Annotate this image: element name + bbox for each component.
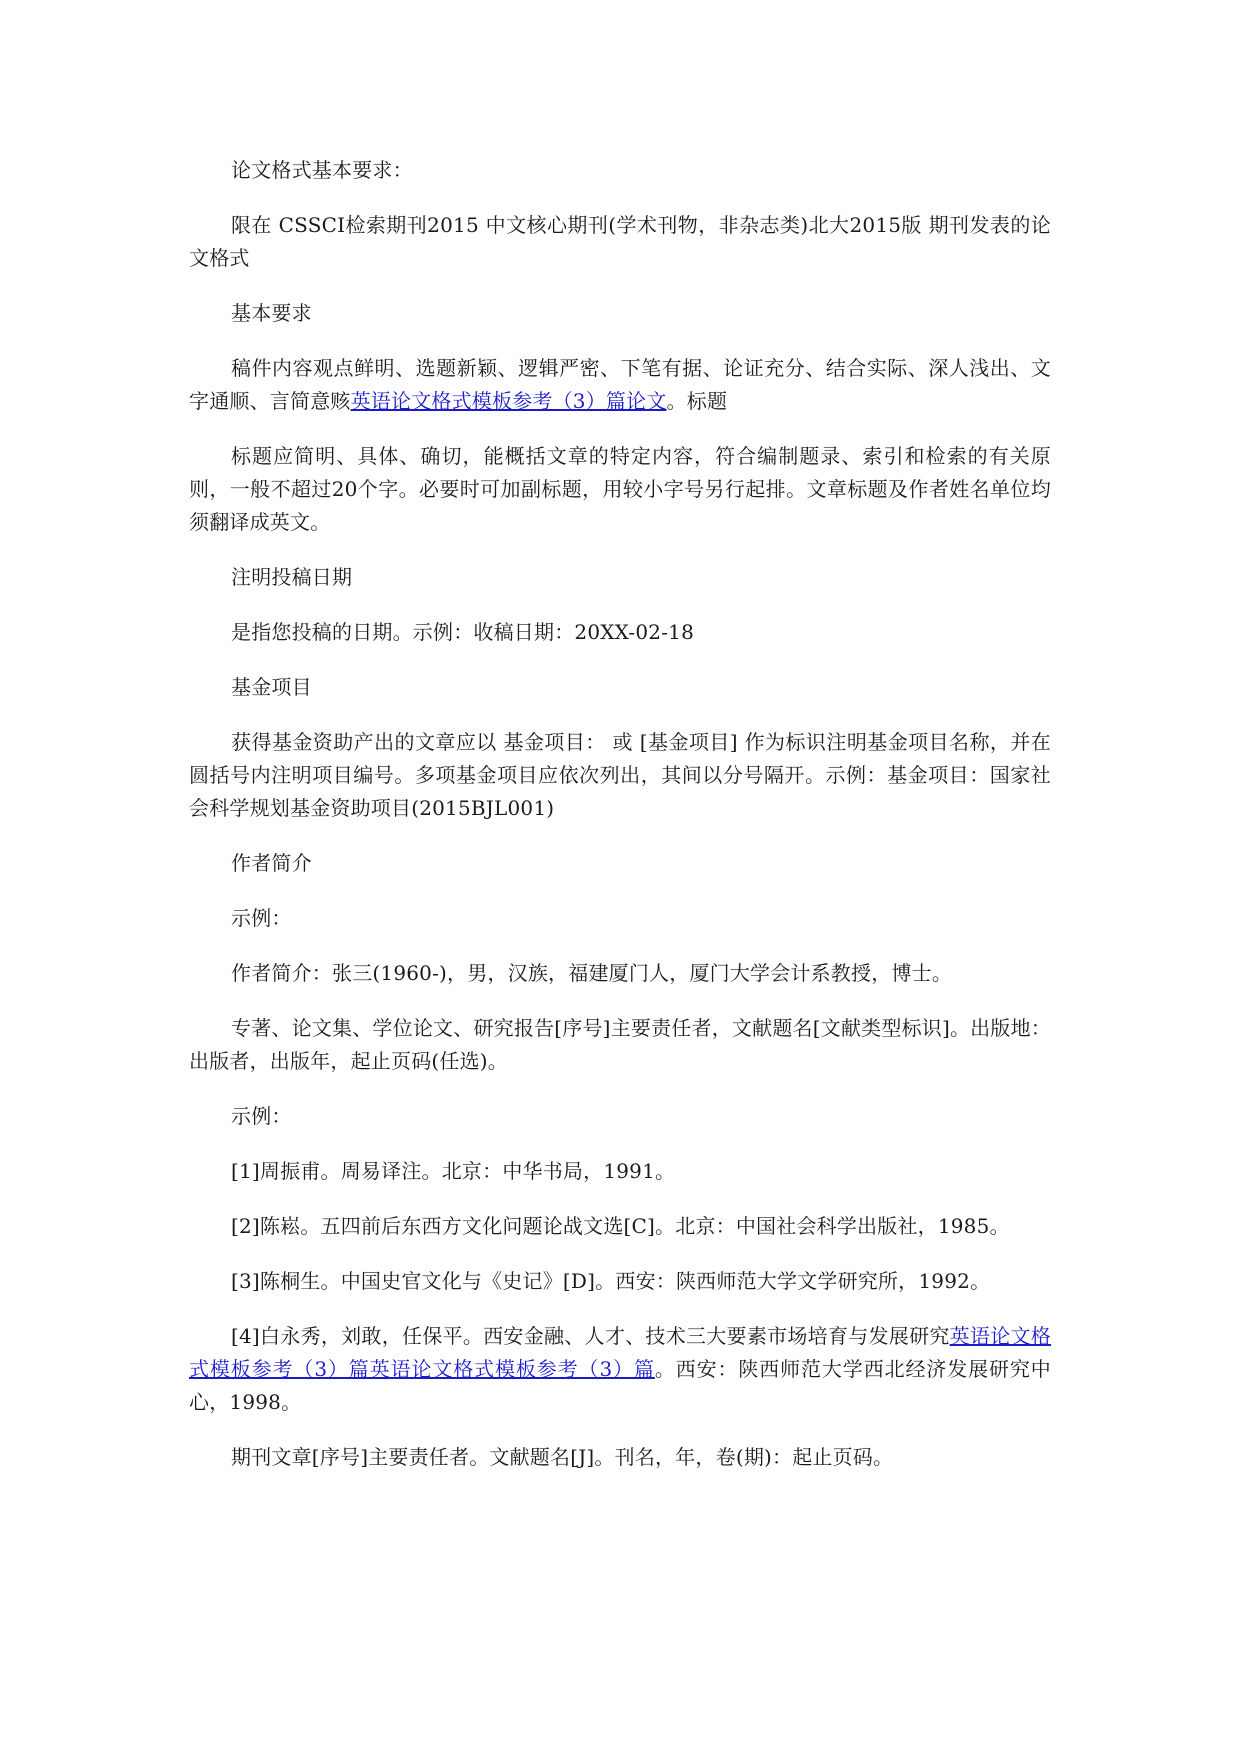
template-reference-link[interactable]: 英语论文格式模板参考（3）篇论文 [350,389,667,413]
paragraph-example-label-2: 示例： [231,1104,292,1128]
paragraph-fund-heading: 基金项目 [231,675,312,699]
template-reference-link-2[interactable]: 英语论文格式模板参考（3）篇英语论文格式模板参考（3）篇 [189,1324,1052,1381]
paragraph-monograph-format: 专著、论文集、学位论文、研究报告[序号]主要责任者，文献题名[文献类型标识]。出版地：出版者，出版年，起止页码(任选)。 [189,1016,1051,1073]
paragraph-author-bio-heading: 作者简介 [231,851,312,875]
manuscript-content-tail: 。标题 [666,389,728,413]
document-body [189,154,1051,1496]
paragraph-manuscript-content [189,352,1051,418]
paragraph-example-label-1: 示例： [231,906,292,930]
paragraph-submission-date-heading: 注明投稿日期 [231,565,353,589]
paragraph-submission-date-example: 是指您投稿的日期。示例：收稿日期：20XX-02-18 [231,620,695,644]
paragraph-journal-article-format: 期刊文章[序号]主要责任者。文献题名[J]。刊名，年，卷(期)：起止页码。 [231,1445,894,1469]
paragraph-journal-scope: 限在 CSSCI检索期刊2015 中文核心期刊(学术刊物，非杂志类)北大2015版 期刊发表的论文格式 [189,213,1051,270]
manuscript-content-text: 稿件内容观点鲜明、选题新颖、逻辑严密、下笔有据、论证充分、结合实际、深人浅出、文字通顺、言简意赅 [189,356,1051,413]
paragraph-basic-requirements-heading: 基本要求 [231,301,312,325]
paragraph-fund-rules: 获得基金资助产出的文章应以 基金项目： 或 [基金项目] 作为标识注明基金项目名称，并在圆括号内注明项目编号。多项基金项目应依次列出，其间以分号隔开。示例：基金项目：国家社会科学规划基金资助项目(2015BJL001) [189,730,1051,820]
paragraph-author-bio-example: 作者简介：张三(1960-)，男，汉族，福建厦门人，厦门大学会计系教授，博士。 [231,961,953,985]
paragraph-title-rules: 标题应简明、具体、确切，能概括文章的特定内容，符合编制题录、索引和检索的有关原则，一般不超过20个字。必要时可加副标题，用较小字号另行起排。文章标题及作者姓名单位均须翻译成英文。 [189,444,1051,534]
reference-item-1: [1]周振甫。周易译注。北京：中华书局，1991。 [231,1159,676,1183]
reference-item-3: [3]陈桐生。中国史官文化与《史记》[D]。西安：陕西师范大学文学研究所，1992。 [231,1269,991,1293]
reference-item-4-tail: 。西安：陕西师范大学西北经济发展研究中心，1998。 [189,1357,1051,1414]
reference-item-4-text: [4]白永秀，刘敢，任保平。西安金融、人才、技术三大要素市场培育与发展研究 [231,1324,950,1348]
paragraph-format-requirements-heading: 论文格式基本要求： [231,158,413,182]
reference-item-4 [189,1320,1051,1419]
reference-item-2: [2]陈崧。五四前后东西方文化问题论战文选[C]。北京：中国社会科学出版社，1985。 [231,1214,1010,1238]
